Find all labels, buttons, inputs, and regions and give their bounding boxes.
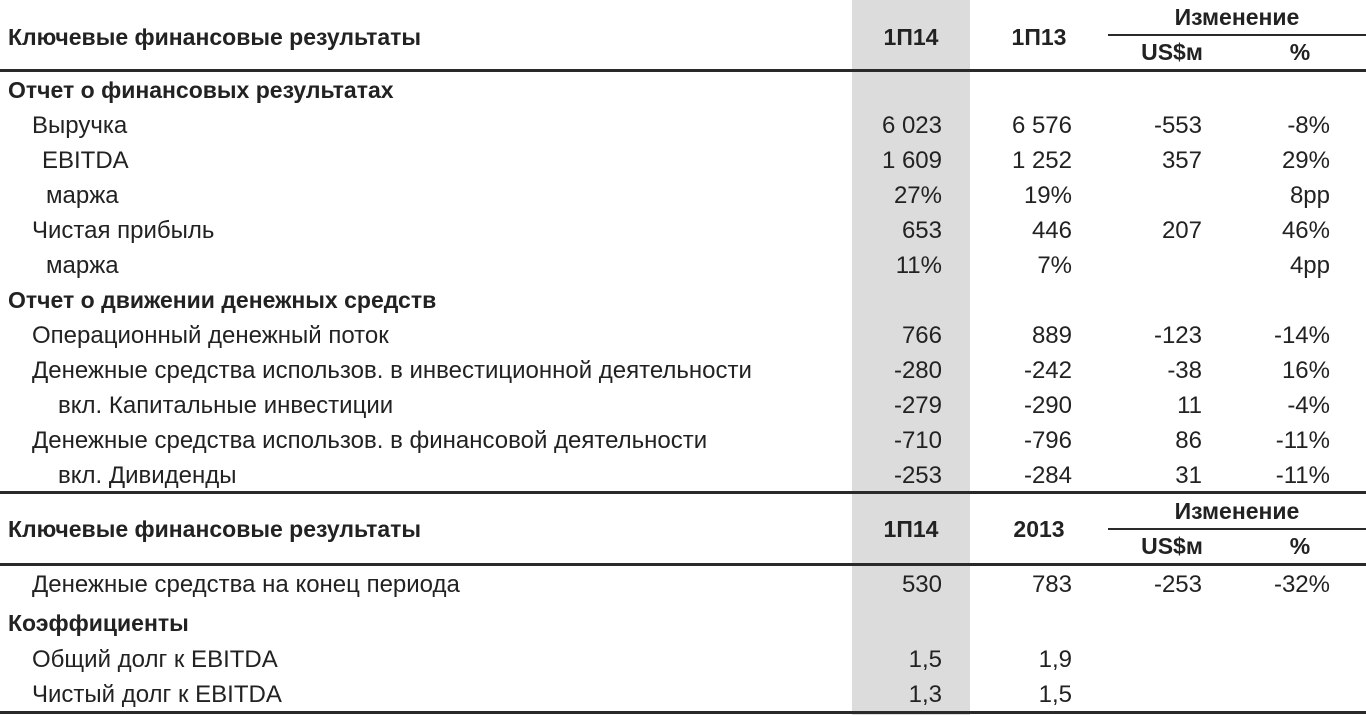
table-row xyxy=(0,642,1366,677)
table-row xyxy=(0,388,1366,423)
table-row xyxy=(0,423,1366,458)
value-pct: -11% xyxy=(1275,427,1330,454)
row-label: маржа xyxy=(46,182,119,209)
value-current: 1,5 xyxy=(908,646,942,673)
value-current: 11% xyxy=(895,252,942,279)
section-title: Коэффициенты xyxy=(8,610,189,636)
value-change: 207 xyxy=(1161,217,1202,244)
value-change: 31 xyxy=(1175,462,1202,489)
header-col-current: 1П14 xyxy=(883,24,939,50)
header-col-prior: 1П13 xyxy=(1011,24,1067,50)
value-change: 86 xyxy=(1175,427,1202,454)
header-pct: % xyxy=(1289,533,1311,559)
value-current: 6 023 xyxy=(881,112,942,139)
row-label: Общий долг к EBITDA xyxy=(32,646,278,673)
value-current: 1,3 xyxy=(908,681,942,708)
value-prior: 1,9 xyxy=(1038,646,1072,673)
table-row xyxy=(0,353,1366,388)
header-usd: US$м xyxy=(1141,39,1203,65)
header-change: Изменение xyxy=(1174,498,1300,524)
row-label: вкл. Дивиденды xyxy=(58,462,237,489)
header-title: Ключевые финансовые результаты xyxy=(8,516,422,542)
value-change xyxy=(1100,178,1202,213)
value-prior: 783 xyxy=(1031,571,1072,598)
value-pct: 16% xyxy=(1281,357,1330,384)
row-label: вкл. Капитальные инвестиции xyxy=(58,392,394,419)
value-current: -710 xyxy=(893,427,942,454)
rule xyxy=(0,69,1366,72)
value-pct: -4% xyxy=(1287,392,1330,419)
row-label: Выручка xyxy=(32,112,128,139)
value-pct: 8pp xyxy=(1289,182,1330,209)
header-col-current: 1П14 xyxy=(883,516,939,542)
value-pct: -11% xyxy=(1275,462,1330,489)
value-change: -38 xyxy=(1167,357,1202,384)
rule xyxy=(0,711,1366,714)
value-prior: 1,5 xyxy=(1038,681,1072,708)
table-row xyxy=(0,458,1366,493)
value-current: 27% xyxy=(893,182,942,209)
value-current: 653 xyxy=(901,217,942,244)
table-row xyxy=(0,567,1366,602)
value-change xyxy=(1100,248,1202,283)
value-prior: 19% xyxy=(1023,182,1072,209)
value-change: -553 xyxy=(1153,112,1202,139)
row-label: Денежные средства использов. в финансовой деятельности xyxy=(32,427,708,454)
section-title: Отчет о финансовых результатах xyxy=(8,77,394,103)
header-title: Ключевые финансовые результаты xyxy=(8,24,422,50)
row-label: Денежные средства использов. в инвестиционной деятельности xyxy=(32,357,752,384)
row-label: Денежные средства на конец периода xyxy=(32,571,460,598)
row-label: Чистый долг к EBITDA xyxy=(32,681,282,708)
section-title: Отчет о движении денежных средств xyxy=(8,287,437,313)
section-heading xyxy=(0,283,1366,318)
value-prior: -242 xyxy=(1023,357,1072,384)
row-label: маржа xyxy=(46,252,119,279)
table-row xyxy=(0,213,1366,248)
rule xyxy=(0,563,1366,566)
value-pct: -8% xyxy=(1287,112,1330,139)
value-prior: 889 xyxy=(1031,322,1072,349)
value-prior: 446 xyxy=(1031,217,1072,244)
value-pct: 4pp xyxy=(1289,252,1330,279)
header-col-prior: 2013 xyxy=(1013,516,1065,542)
header-change: Изменение xyxy=(1174,4,1300,30)
table-row xyxy=(0,143,1366,178)
value-change: 357 xyxy=(1161,147,1202,174)
value-pct: 29% xyxy=(1281,147,1330,174)
value-prior: -290 xyxy=(1023,392,1072,419)
value-current: 530 xyxy=(901,571,942,598)
value-prior: -796 xyxy=(1023,427,1072,454)
value-pct: -14% xyxy=(1273,322,1330,349)
value-pct: 46% xyxy=(1281,217,1330,244)
value-change: -253 xyxy=(1153,571,1202,598)
section-heading xyxy=(0,73,1366,108)
header-pct: % xyxy=(1289,39,1311,65)
row-label: Чистая прибыль xyxy=(32,217,215,244)
value-pct: -32% xyxy=(1273,571,1330,598)
value-change: -123 xyxy=(1153,322,1202,349)
value-change: 11 xyxy=(1177,392,1202,419)
value-prior: 6 576 xyxy=(1011,112,1072,139)
value-prior: 1 252 xyxy=(1011,147,1072,174)
row-label: Операционный денежный поток xyxy=(32,322,389,349)
header-usd: US$м xyxy=(1141,533,1203,559)
value-prior: 7% xyxy=(1037,252,1072,279)
value-prior: -284 xyxy=(1023,462,1072,489)
value-current: -253 xyxy=(893,462,942,489)
table-row xyxy=(0,677,1366,712)
table-row xyxy=(0,178,1366,213)
table-row xyxy=(0,318,1366,353)
value-current: -279 xyxy=(893,392,942,419)
value-current: 1 609 xyxy=(881,147,942,174)
table-row xyxy=(0,248,1366,283)
table-row xyxy=(0,108,1366,143)
row-label: EBITDA xyxy=(42,147,129,174)
section-heading xyxy=(0,606,1366,641)
value-current: -280 xyxy=(893,357,942,384)
value-current: 766 xyxy=(901,322,942,349)
